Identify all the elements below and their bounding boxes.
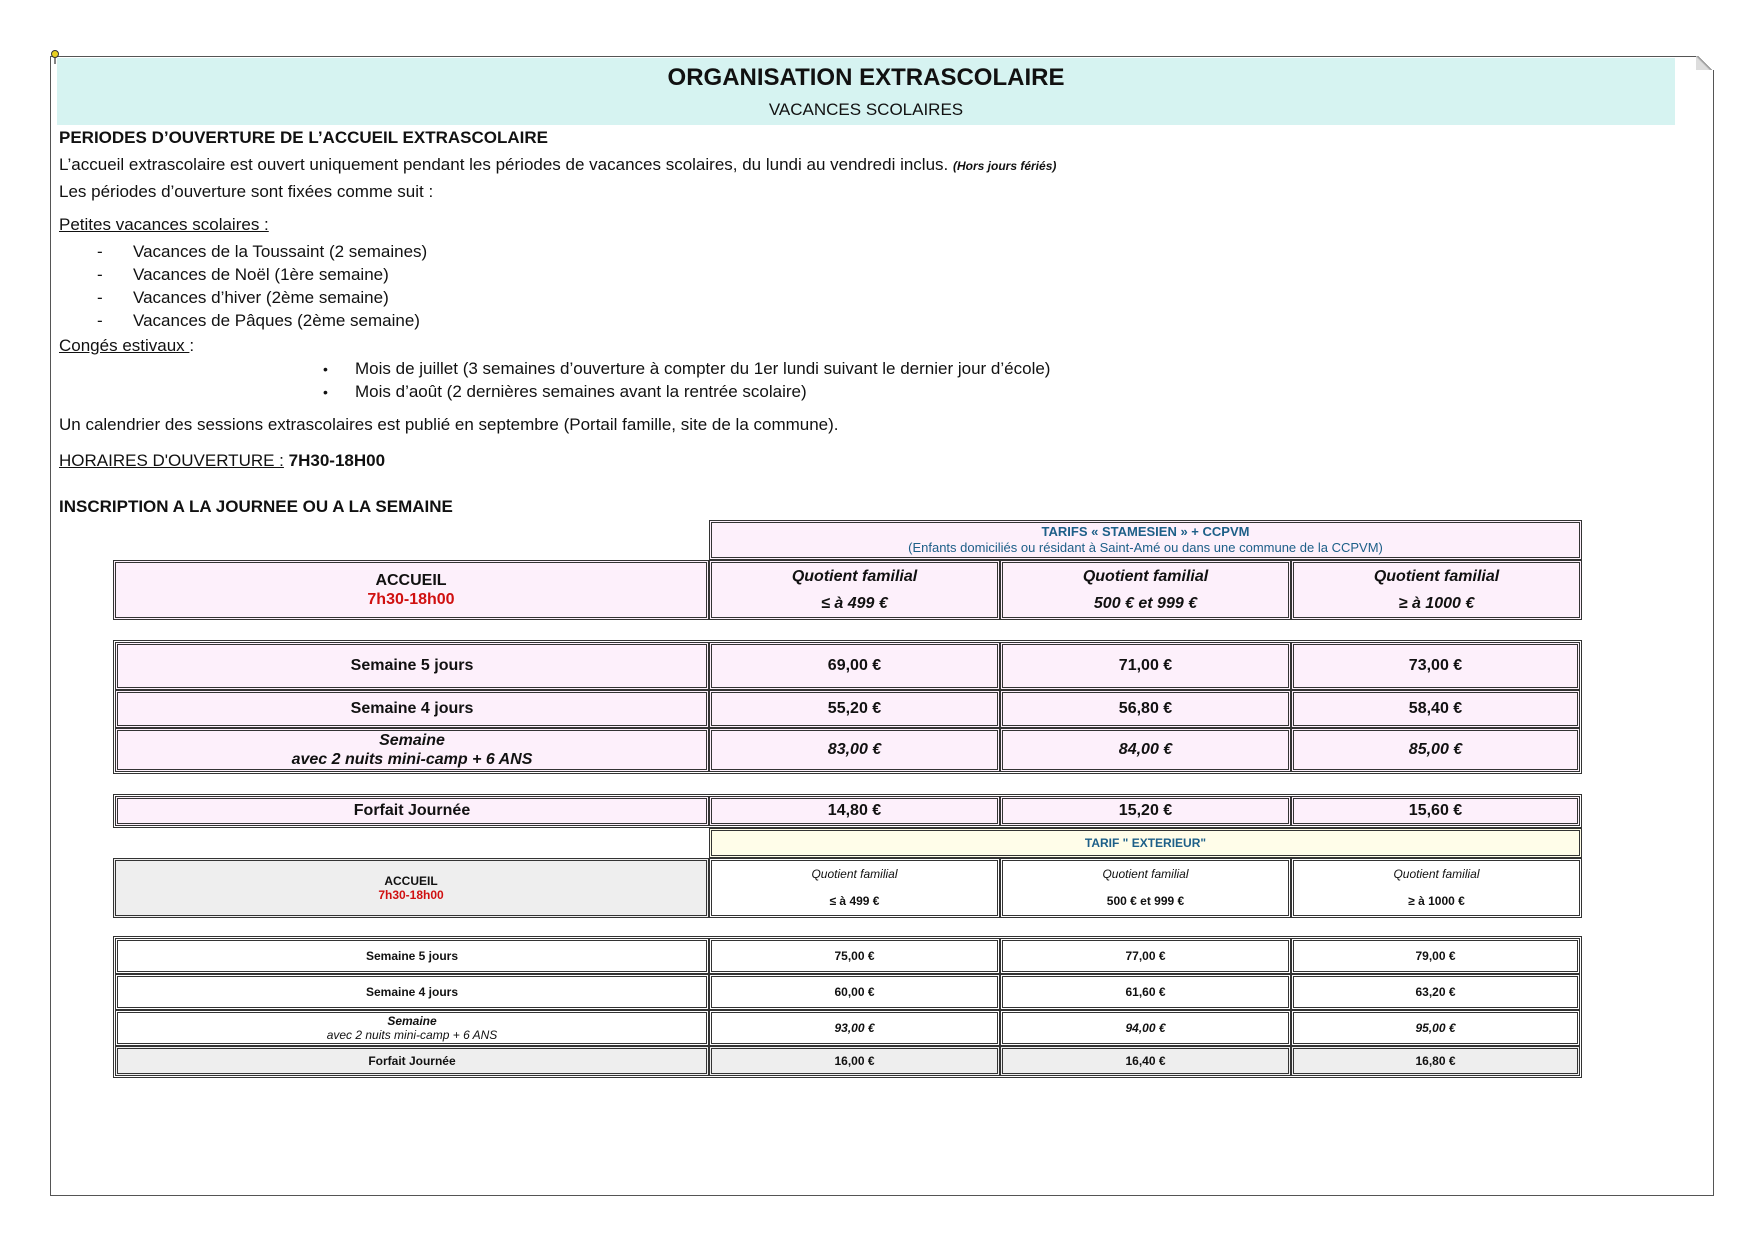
quotient-column-header (1000, 560, 1291, 620)
quotient-label: Quotient familial (1102, 867, 1189, 882)
quotient-label: Quotient familial (811, 867, 898, 882)
hours-line (59, 451, 385, 471)
opening-line-1-text: L’accueil extrascolaire est ouvert uniquement pendant les périodes de vacances scolaires, du lundi au vendredi inclus. (59, 155, 949, 174)
table-cell: 95,00 € (1291, 1010, 1580, 1046)
table-cell: 16,80 € (1291, 1046, 1580, 1076)
accueil-label: ACCUEIL (384, 873, 438, 888)
header-band (57, 58, 1675, 125)
table-row-label: Semaine 5 jours (115, 938, 709, 974)
row-label-line-1: Semaine (387, 1013, 437, 1028)
small-holidays-label: Petites vacances scolaires : (59, 215, 269, 234)
list-item-label: Vacances de Noël (1ère semaine) (133, 265, 389, 284)
table-cell: 73,00 € (1291, 642, 1580, 690)
table-cell: 16,40 € (1000, 1046, 1291, 1076)
table-row-label: Forfait Journée (115, 1046, 709, 1076)
dash-mark: - (97, 242, 103, 261)
row-label-line-2: avec 2 nuits mini-camp + 6 ANS (326, 1028, 498, 1042)
row-label-line-1: Semaine (379, 731, 445, 749)
table-cell: 61,60 € (1000, 974, 1291, 1010)
quotient-column-header (709, 858, 1000, 918)
table-cell: 15,20 € (1000, 796, 1291, 826)
quotient-column-header (1291, 560, 1582, 620)
accueil-header-cell (113, 858, 709, 918)
opening-heading: PERIODES D’OUVERTURE DE L’ACCUEIL EXTRASCOLAIRE (59, 128, 548, 147)
quotient-column-header (709, 560, 1000, 620)
table-row-label (115, 1010, 709, 1046)
list-item-label: Vacances d’hiver (2ème semaine) (133, 288, 389, 307)
table-cell: 63,20 € (1291, 974, 1580, 1010)
table-cell: 77,00 € (1000, 938, 1291, 974)
accueil-header-cell (113, 560, 709, 620)
table-cell: 71,00 € (1000, 642, 1291, 690)
summer-label-line (59, 336, 194, 356)
table-row-label: Forfait Journée (115, 796, 709, 826)
quotient-column-header (1291, 858, 1582, 918)
table-cell: 93,00 € (709, 1010, 1000, 1046)
list-item-label: Mois de juillet (3 semaines d’ouverture à compter du 1er lundi suivant le dernier jour d’école) (355, 359, 1051, 378)
dash-mark: - (97, 265, 103, 284)
table-row-label (115, 728, 709, 772)
table-cell: 16,00 € (709, 1046, 1000, 1076)
table-cell: 79,00 € (1291, 938, 1580, 974)
summer-label: Congés estivaux (59, 336, 190, 355)
tarif-ext-header (709, 828, 1582, 858)
quotient-label: Quotient familial (791, 567, 918, 585)
inscription-heading: INSCRIPTION A LA JOURNEE OU A LA SEMAINE (59, 497, 453, 516)
quotient-column-header (1000, 858, 1291, 918)
table-row-label: Semaine 4 jours (115, 690, 709, 728)
table-cell: 84,00 € (1000, 728, 1291, 772)
tarif-ext-title: TARIF " EXTERIEUR" (1084, 835, 1207, 850)
quotient-range: ≤ à 499 € (829, 894, 880, 909)
hours-value: 7H30-18H00 (288, 451, 386, 470)
table-cell: 58,40 € (1291, 690, 1580, 728)
table-cell: 69,00 € (709, 642, 1000, 690)
table-cell: 60,00 € (709, 974, 1000, 1010)
dash-mark: - (97, 288, 103, 307)
table-cell: 75,00 € (709, 938, 1000, 974)
list-item-label: Vacances de Pâques (2ème semaine) (133, 311, 420, 330)
hours-label: HORAIRES D'OUVERTURE : (59, 451, 284, 470)
table-cell: 55,20 € (709, 690, 1000, 728)
table-row-label: Semaine 4 jours (115, 974, 709, 1010)
quotient-range: ≤ à 499 € (821, 594, 888, 612)
opening-line-1-note: (Hors jours fériés) (953, 159, 1057, 173)
table-cell: 14,80 € (709, 796, 1000, 826)
accueil-hours: 7h30-18h00 (367, 591, 455, 608)
list-item-label: Mois d’août (2 dernières semaines avant la rentrée scolaire) (355, 382, 807, 401)
page-fold (1696, 56, 1714, 70)
tarif-local-title: TARIFS « STAMESIEN » + CCPVM (1041, 524, 1250, 540)
document-subtitle: VACANCES SCOLAIRES (768, 100, 964, 119)
quotient-range: ≥ à 1000 € (1408, 894, 1465, 909)
tarif-local-subtitle: (Enfants domiciliés ou résidant à Saint-Amé ou dans une commune de la CCPVM) (908, 540, 1383, 555)
bullet-mark: • (323, 384, 328, 400)
dash-mark: - (97, 311, 103, 330)
quotient-range: 500 € et 999 € (1093, 594, 1198, 612)
table-cell: 15,60 € (1291, 796, 1580, 826)
opening-line-1 (59, 155, 1056, 175)
row-label-line-2: avec 2 nuits mini-camp + 6 ANS (291, 751, 533, 768)
summer-colon: : (189, 336, 195, 355)
table-cell: 94,00 € (1000, 1010, 1291, 1046)
table-row-label: Semaine 5 jours (115, 642, 709, 690)
list-item-label: Vacances de la Toussaint (2 semaines) (133, 242, 428, 261)
table-cell: 83,00 € (709, 728, 1000, 772)
accueil-label: ACCUEIL (375, 571, 447, 589)
quotient-label: Quotient familial (1393, 867, 1480, 882)
opening-line-2: Les périodes d’ouverture sont fixées comme suit : (59, 182, 434, 201)
quotient-label: Quotient familial (1082, 567, 1209, 585)
quotient-range: ≥ à 1000 € (1398, 594, 1475, 612)
table-cell: 56,80 € (1000, 690, 1291, 728)
quotient-label: Quotient familial (1373, 567, 1500, 585)
tarif-local-header (709, 520, 1582, 560)
document-title: ORGANISATION EXTRASCOLAIRE (667, 64, 1065, 91)
calendar-note: Un calendrier des sessions extrascolaires est publié en septembre (Portail famille, site de la commune). (59, 415, 839, 434)
table-cell: 85,00 € (1291, 728, 1580, 772)
quotient-range: 500 € et 999 € (1106, 894, 1185, 909)
bullet-mark: • (323, 361, 328, 377)
accueil-hours: 7h30-18h00 (378, 888, 444, 902)
